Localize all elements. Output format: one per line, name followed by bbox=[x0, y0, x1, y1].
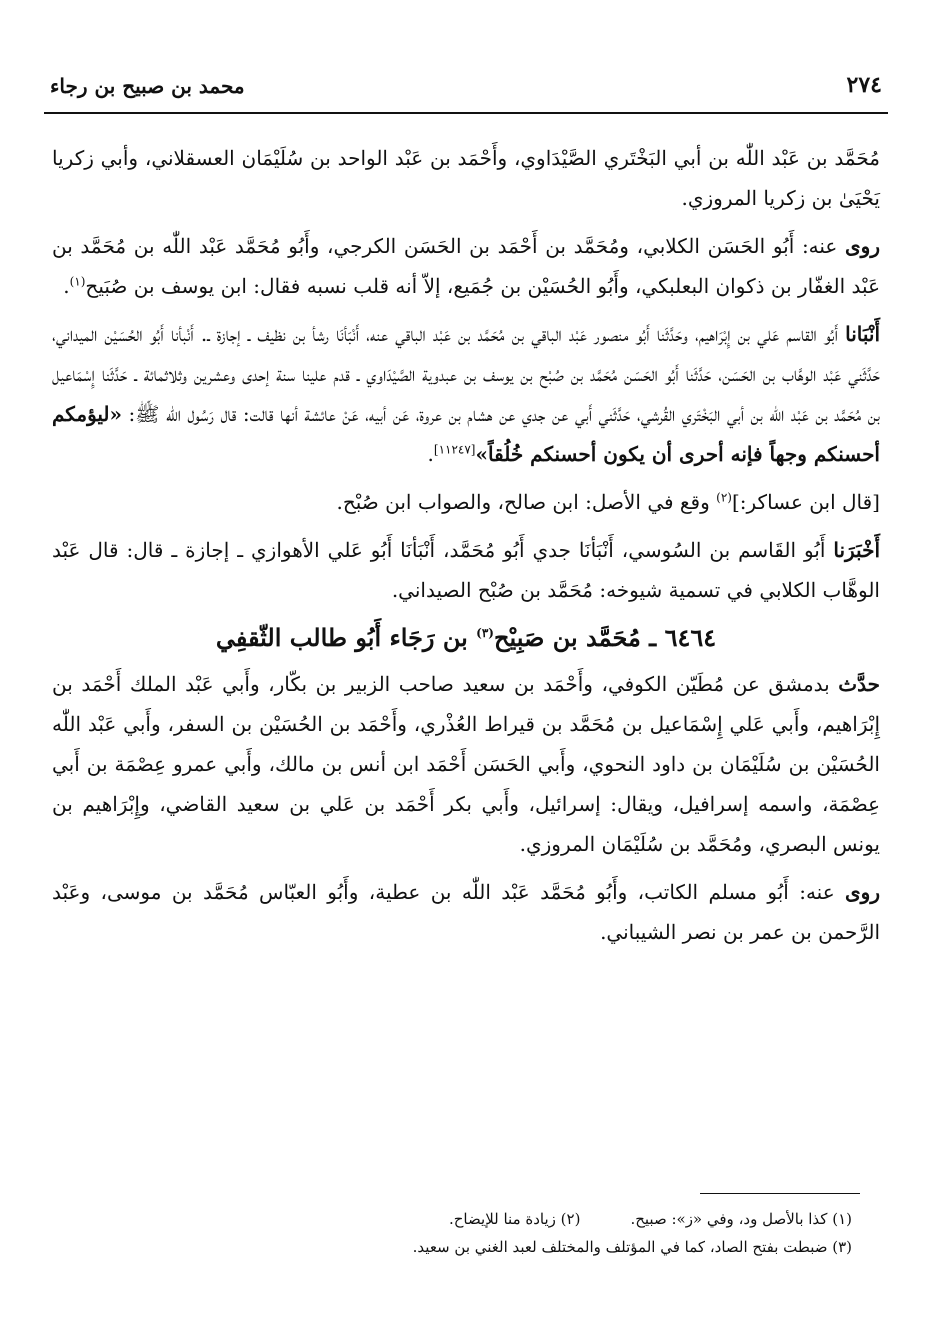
footnote-ref-1: (١) bbox=[69, 274, 86, 289]
p6-lead: حدَّث bbox=[838, 672, 880, 696]
p2-end: . bbox=[63, 274, 70, 298]
p5-lead: أَخْبَرَنا bbox=[833, 538, 881, 562]
page-header bbox=[48, 72, 884, 112]
p5-text: أَبُو القَاسم بن السُوسي، أَنْبَأنَا جدي أَبُو مُحَمَّد، أَنْبَأنَا أَبُو عَلي الأهوازي ـ إجازة ـ قال: قال عَبْد الوهَّاب الكلابي في تسمية شيوخه: مُحَمَّد بن صُبْح الصيداني. bbox=[52, 538, 880, 602]
hadith-ref: [١١٢٤٧] bbox=[433, 442, 476, 457]
p2-lead: روى bbox=[845, 234, 881, 258]
hadith-text: «ليؤمكم أحسنكم وجهاً فإنه أحرى أن يكون أحسنكم خُلُقاً» bbox=[52, 402, 880, 466]
paragraph-6 bbox=[52, 664, 880, 864]
paragraph-7 bbox=[52, 872, 880, 952]
running-title: محمد بن صبيح بن رجاء bbox=[50, 74, 245, 98]
paragraph-1 bbox=[52, 138, 880, 218]
p3-text: أَبُو القاسم عَلي بن إِبْرَاهيم، وحَدَّثَنا أَبُو منصور عَبْد الباقي بن مُحَمَّد بن عَبْد الباقي عنه، أَنْبَأنَا رشأ بن نظيف ـ إجازة ـ. أَنْبأنا أَبُو الحُسَيْن الميداني، حَدَّثَني عَبْد الوهَّاب بن الحَسَن، حَدَّثَنا أَبُو الحَسَن مُحَمَّد بن صُبْح بن يوسف بن عبدوية الصَّيْدَاوي ـ قدم علينا سنة إحدى وعشرين وثلاثمائة ـ حَدَّثَنا إِسْمَاعيل بن مُحَمَّد بن عَبْد اللّٰه بن أبي البَخْتَري القُرشي، حَدَّثَني أَبي عن جدي عن هشام بن عروة، عَن أبيه، عَنْ عائشة أنها قالت: قال رَسُول اللّٰه ﷺ: bbox=[52, 322, 880, 426]
entry-title-a: ٦٤٦٤ ـ مُحَمَّد بن صَبِيْح bbox=[493, 623, 717, 652]
p4-text: [قال ابن عساكر:] bbox=[731, 490, 880, 514]
page-body bbox=[52, 138, 880, 960]
p2-text: عنه: أَبُو الحَسَن الكلابي، ومُحَمَّد بن أَحْمَد بن الحَسَن الكرجي، وأَبُو مُحَمَّد عَبْد اللّٰه بن مُحَمَّد بن عَبْد الغفّار بن ذكوان البعلبكي، وأَبُو الحُسَيْن بن جُمَيع، إلاّ أنه قلب نسبه فقال: ابن يوسف بن صُبَيح bbox=[52, 234, 880, 298]
page-number: ٢٧٤ bbox=[846, 72, 882, 98]
p3-end: . bbox=[427, 442, 434, 466]
p3-lead: أَنْبَانا bbox=[845, 322, 881, 346]
entry-title bbox=[52, 618, 880, 658]
entry-title-b: بن رَجَاء أَبُو طالب الثّقفِي bbox=[215, 623, 477, 652]
footnote-ref-3: (٣) bbox=[476, 626, 494, 640]
footnote-3: (٣) ضبطت بفتح الصاد، كما في المؤتلف والمختلف لعبد الغني بن سعيد. bbox=[412, 1238, 852, 1256]
p7-text: عنه: أَبُو مسلم الكاتب، وأَبُو مُحَمَّد عَبْد اللّٰه بن عطية، وأَبُو العبّاس مُحَمَّد بن موسى، وعَبْد الرَّحمن بن عمر بن نصر الشيباني. bbox=[52, 880, 880, 944]
footnote-row-2 bbox=[60, 1233, 852, 1261]
p7-lead: روى bbox=[845, 880, 881, 904]
footnote-rule bbox=[700, 1193, 860, 1194]
paragraph-4 bbox=[52, 482, 880, 522]
p1-text: مُحَمَّد بن عَبْد اللّٰه بن أبي البَخْتَري الصَّيْدَاوي، وأَحْمَد بن عَبْد الواحد بن سُلَيْمَان العسقلاني، وأبي زكريا يَحْيَىٰ بن زكريا المروزي. bbox=[52, 146, 880, 210]
paragraph-2 bbox=[52, 226, 880, 306]
paragraph-3 bbox=[52, 314, 880, 474]
footnote-ref-2: (٢) bbox=[716, 490, 732, 505]
paragraph-5 bbox=[52, 530, 880, 610]
footnote-2: (٢) زيادة منا للإيضاح. bbox=[448, 1210, 581, 1228]
footnote-1: (١) كذا بالأصل ود، وفي «ز»: صبيح. bbox=[630, 1210, 852, 1228]
p4-rest: وقع في الأصل: ابن صالح، والصواب ابن صُبْح. bbox=[336, 490, 717, 514]
header-rule bbox=[44, 112, 888, 114]
footnotes bbox=[60, 1205, 852, 1261]
p6-text: بدمشق عن مُطَيّن الكوفي، وأَحْمَد بن سعيد صاحب الزبير بن بكّار، وأَبي عَبْد الملك أَحْمَد بن إِبْرَاهيم، وأَبي عَلي إِسْمَاعيل بن مُحَمَّد بن قيراط العُذْري، وأَحْمَد بن الحُسَيْن بن السفر، وأَبي عَبْد اللّٰه الحُسَيْن بن سُلَيْمَان بن داود النحوي، وأَبي الحَسَن أَحْمَد ابن أنس بن مالك، وأَبي عمرو عِصْمَة بن أَبي عِصْمَة، واسمه إسرافيل، ويقال: إسرائيل، وأَبي بكر أَحْمَد بن عَلي بن سعيد القاضي، وإِبْرَاهيم بن يونس البصري، ومُحَمَّد بن سُلَيْمَان المروزي. bbox=[52, 672, 880, 856]
footnote-row-1 bbox=[60, 1205, 852, 1233]
